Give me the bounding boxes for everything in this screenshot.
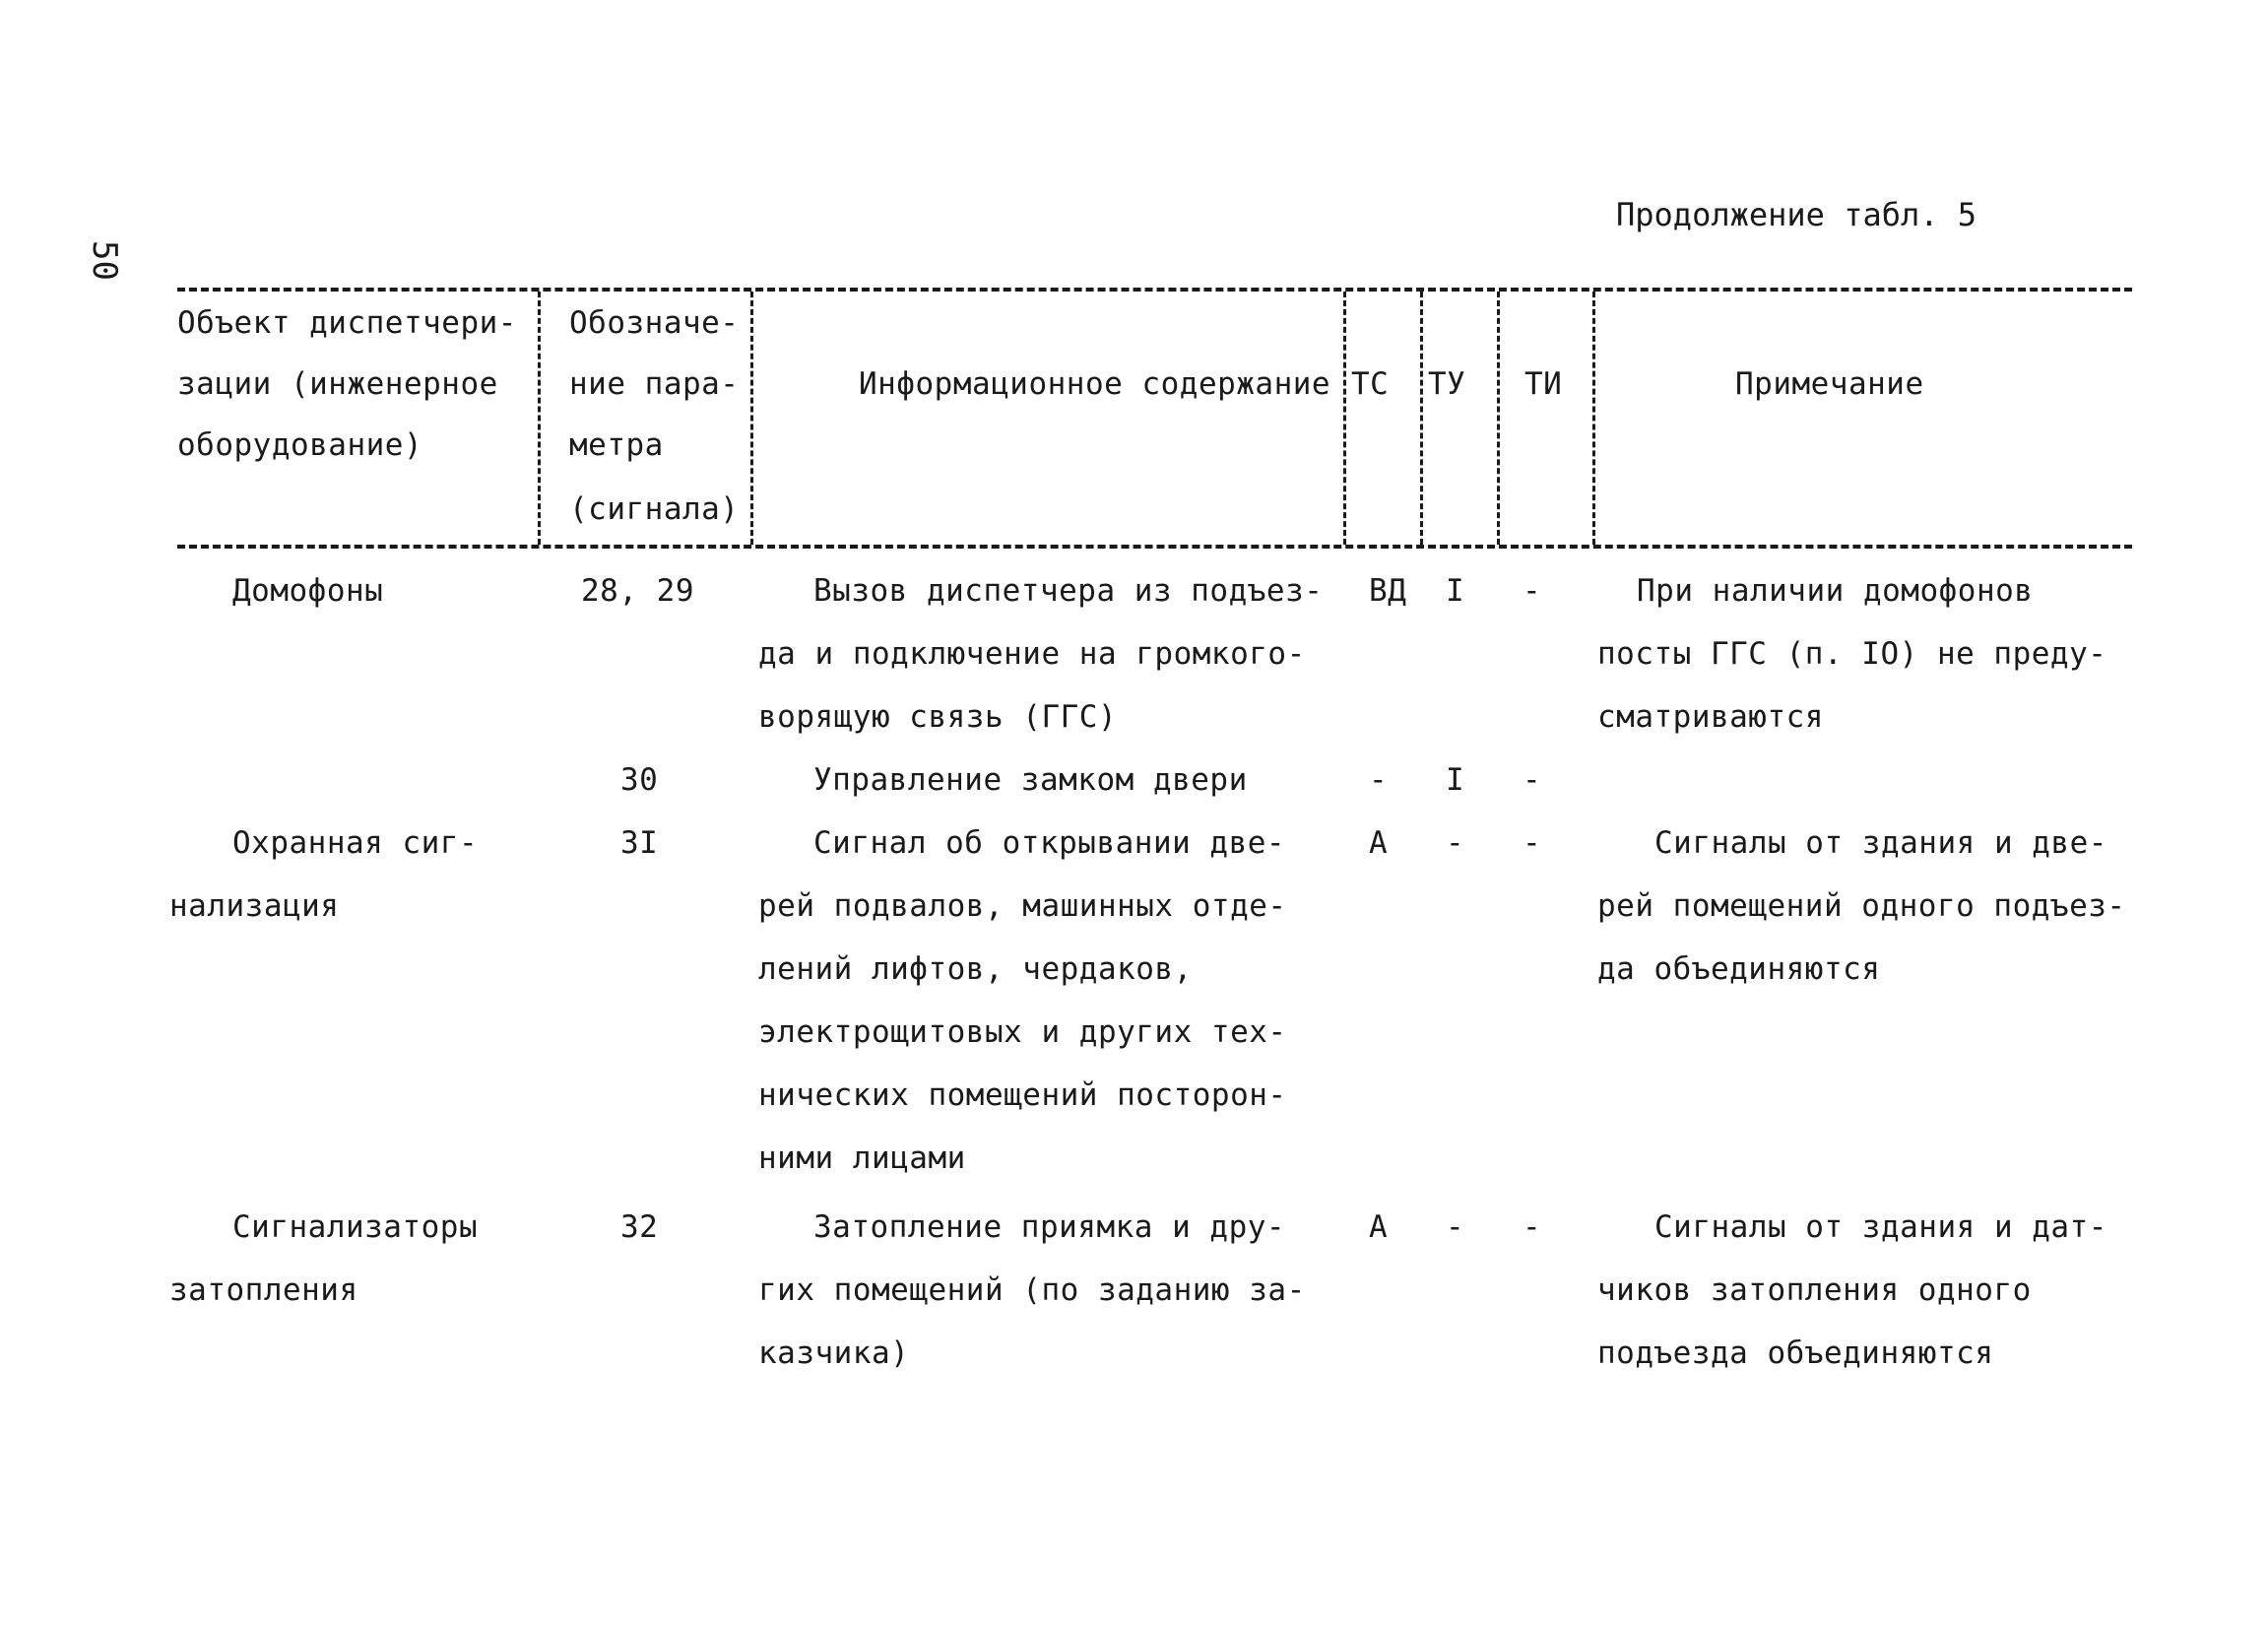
cell-ts: ВД — [1369, 573, 1407, 609]
column-divider-6 — [1592, 292, 1595, 545]
cell-content: Управление замком двери — [813, 762, 1248, 798]
cell-designation: 32 — [620, 1209, 659, 1245]
cell-tu: I — [1446, 762, 1465, 798]
cell-tu: I — [1446, 573, 1465, 609]
cell-tu: - — [1446, 1209, 1465, 1245]
cell-object: затопления — [169, 1272, 358, 1308]
cell-ti: - — [1523, 1209, 1542, 1245]
header-content: Информационное содержание — [859, 366, 1331, 402]
cell-designation: 28, 29 — [581, 573, 694, 609]
cell-ti: - — [1523, 573, 1542, 609]
cell-designation: 3I — [620, 825, 659, 861]
cell-content: рей подвалов, машинных отде- — [758, 888, 1287, 924]
column-divider-5 — [1497, 292, 1500, 545]
cell-ts: А — [1369, 1209, 1389, 1245]
table-continuation-label: Продолжение табл. 5 — [1616, 196, 1977, 233]
cell-tu: - — [1446, 825, 1465, 861]
cell-content: нических помещений посторон- — [758, 1077, 1287, 1113]
cell-note: При наличии домофонов — [1637, 573, 2034, 609]
cell-content: Сигнал об открывании две- — [813, 825, 1286, 861]
header-designation-line: ние пара- — [569, 366, 740, 402]
column-divider-2 — [750, 292, 753, 545]
cell-content: электрощитовых и других тех- — [758, 1014, 1287, 1050]
header-object-line: оборудование) — [177, 427, 423, 463]
cell-content: Затопление приямка и дру- — [813, 1209, 1286, 1245]
cell-object: Охранная сиг- — [232, 825, 479, 861]
cell-object: нализация — [169, 888, 340, 924]
cell-note: да объединяются — [1597, 951, 1881, 987]
cell-note: чиков затопления одного — [1597, 1272, 2032, 1308]
header-designation-line: метра — [569, 427, 664, 463]
header-designation-line: (сигнала) — [569, 491, 740, 527]
cell-content: гих помещений (по заданию за- — [758, 1272, 1306, 1308]
header-object-line: зации (инженерное — [177, 366, 498, 402]
header-ti: ТИ — [1524, 366, 1563, 402]
cell-ti: - — [1523, 825, 1542, 861]
header-note: Примечание — [1735, 366, 1924, 402]
cell-ts: - — [1369, 762, 1389, 798]
cell-note: рей помещений одного подъез- — [1597, 888, 2126, 924]
cell-ti: - — [1523, 762, 1542, 798]
column-divider-3 — [1343, 292, 1346, 545]
cell-note: Сигналы от здания и две- — [1654, 825, 2107, 861]
cell-object: Сигнализаторы — [232, 1209, 479, 1245]
header-tu: ТУ — [1428, 366, 1466, 402]
header-ts: ТС — [1351, 366, 1390, 402]
cell-content: да и подключение на громкого- — [758, 636, 1306, 672]
column-divider-1 — [538, 292, 541, 545]
cell-content: ними лицами — [758, 1140, 966, 1176]
page-number: 50 — [85, 240, 124, 281]
cell-note: подъезда объединяются — [1597, 1335, 1994, 1371]
header-object-line: Объект диспетчери- — [177, 305, 517, 341]
cell-note: сматриваются — [1597, 699, 1824, 735]
cell-designation: 30 — [620, 762, 659, 798]
cell-content: казчика) — [758, 1335, 910, 1371]
cell-content: ворящую связь (ГГС) — [758, 699, 1118, 735]
header-designation-line: Обозначе- — [569, 305, 740, 341]
cell-ts: А — [1369, 825, 1389, 861]
cell-content: лений лифтов, чердаков, — [758, 951, 1193, 987]
column-divider-4 — [1420, 292, 1423, 545]
cell-content: Вызов диспетчера из подъез- — [813, 573, 1324, 609]
cell-note: посты ГГС (п. IO) не преду- — [1597, 636, 2107, 672]
cell-object: Домофоны — [232, 573, 384, 609]
table-header-bottom-rule — [177, 545, 2132, 549]
cell-note: Сигналы от здания и дат- — [1654, 1209, 2107, 1245]
